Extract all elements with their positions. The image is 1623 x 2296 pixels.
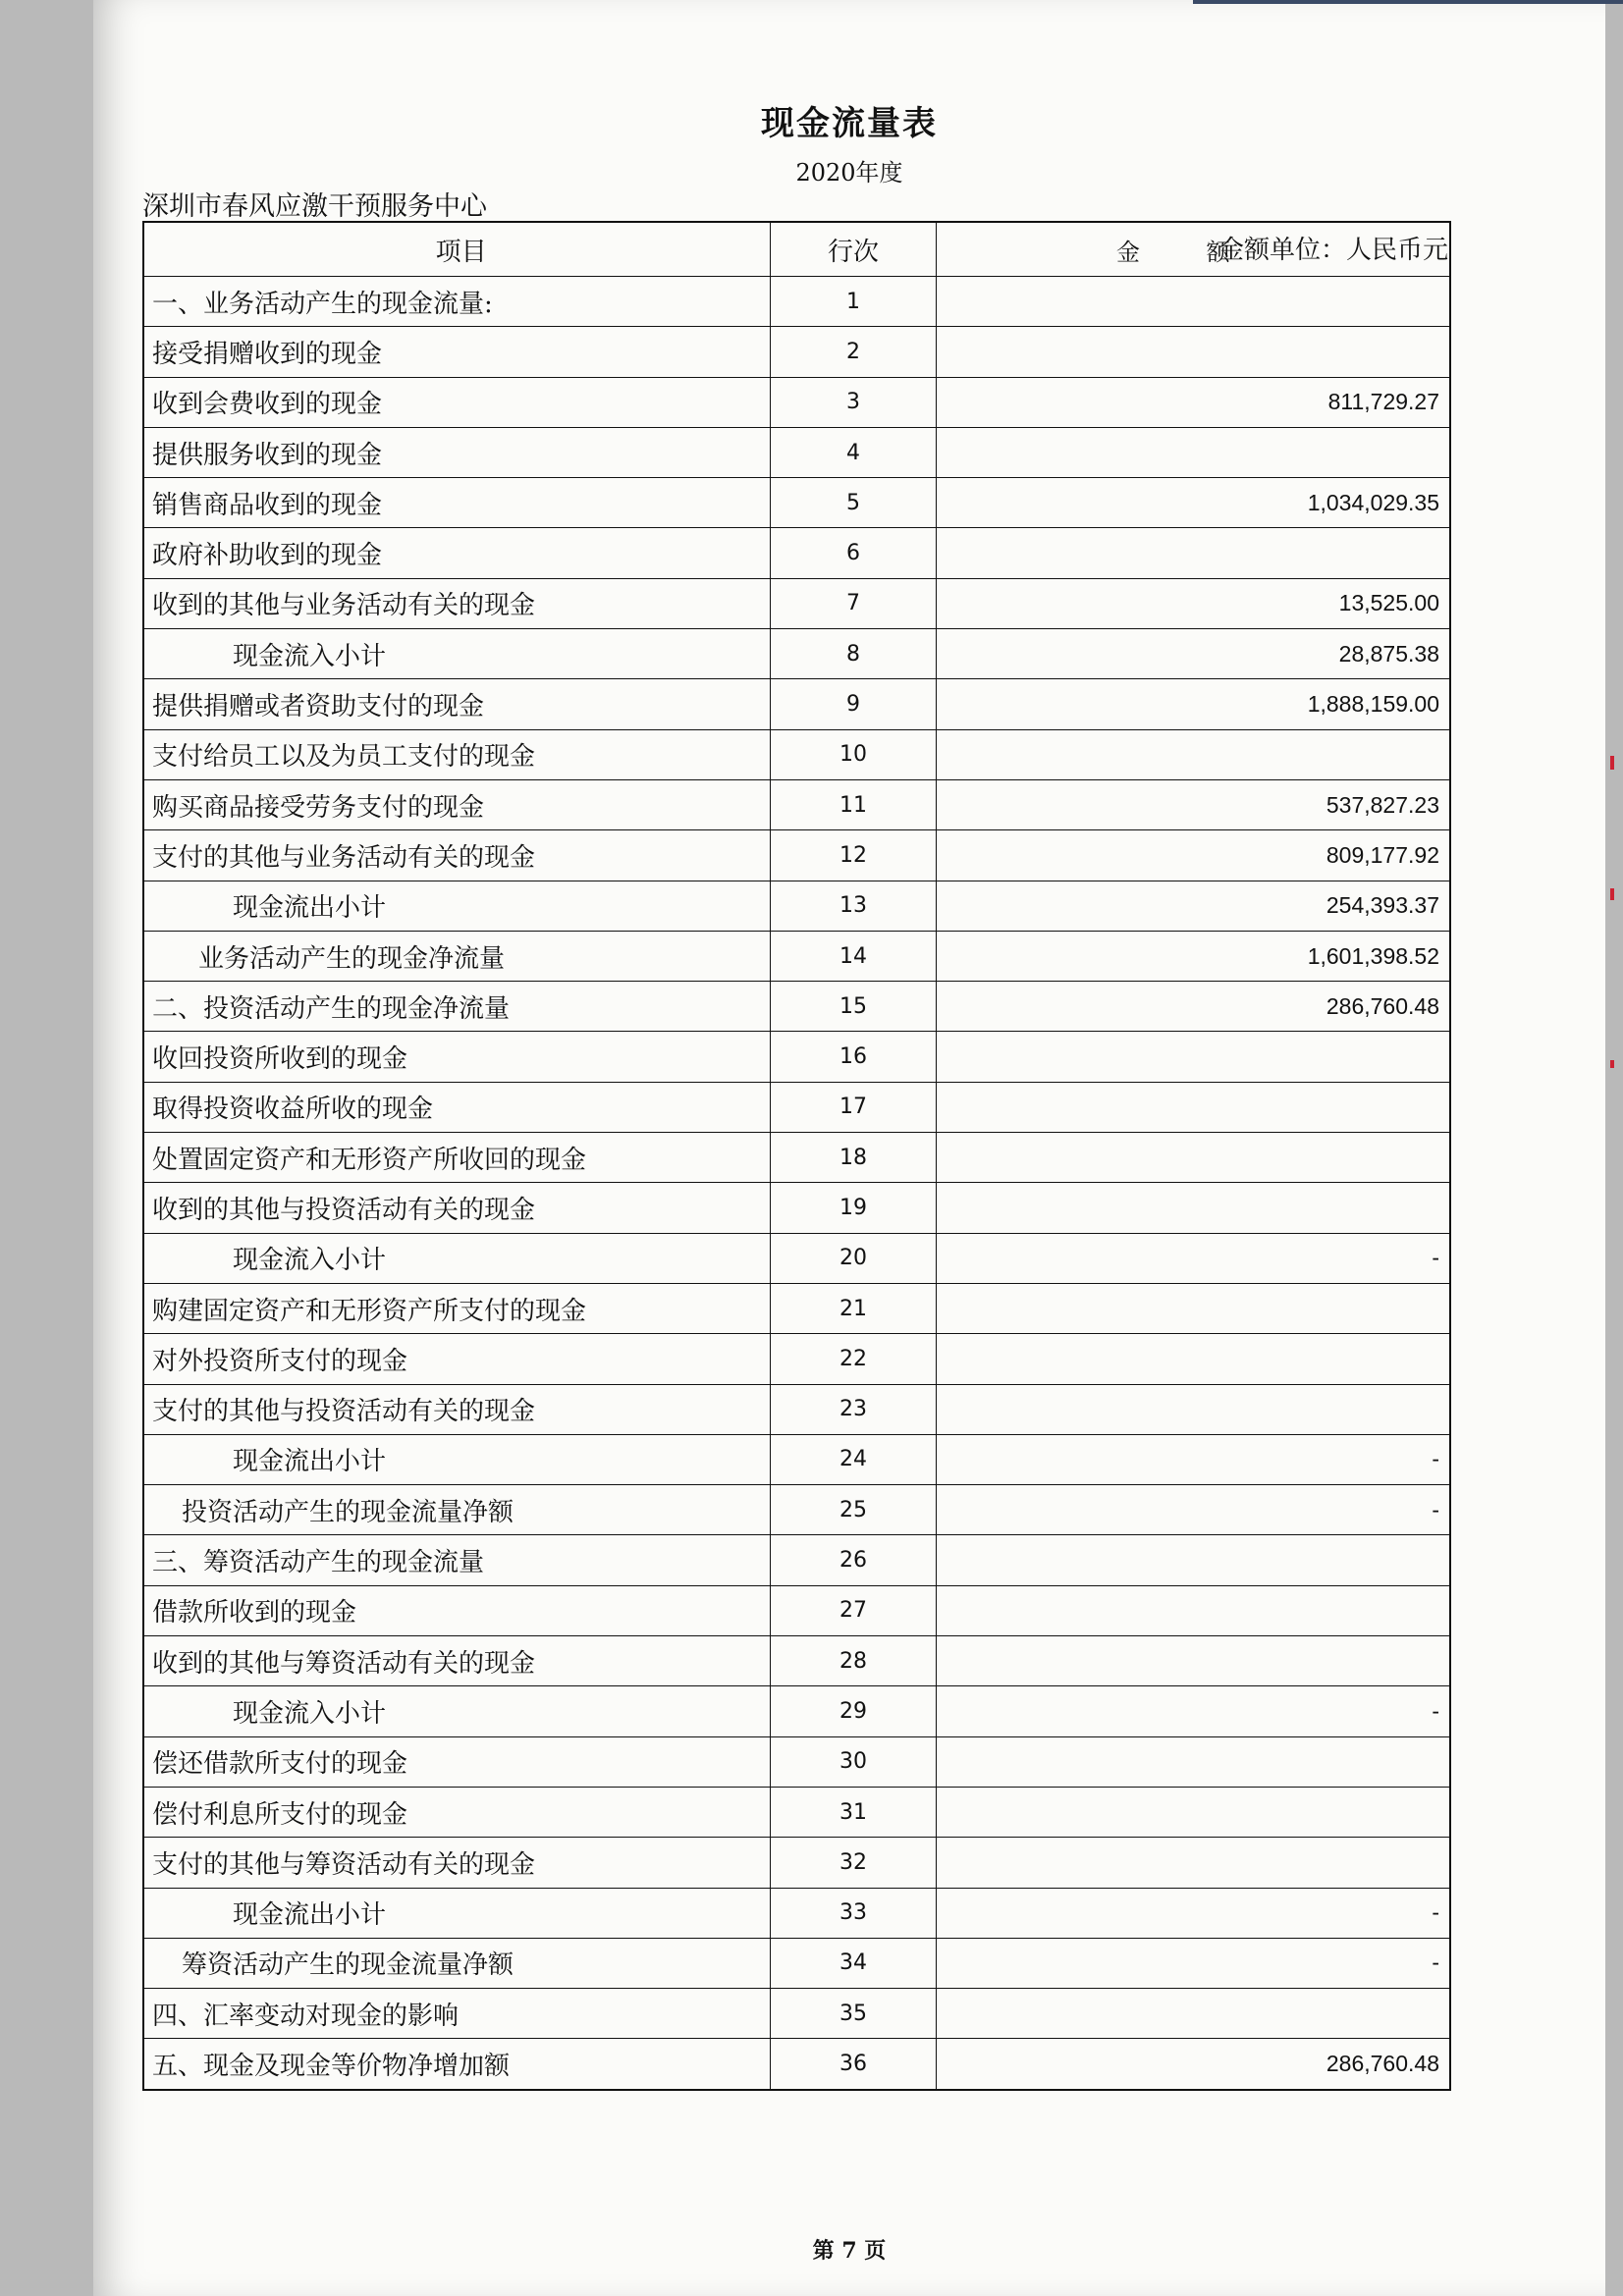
currency-unit: 金额单位：人民币元 <box>1217 236 1448 265</box>
row-item: 五、现金及现金等价物净增加额 <box>143 2039 771 2090</box>
table-row <box>143 1636 1450 1686</box>
row-item: 一、业务活动产生的现金流量: <box>143 277 771 327</box>
table-row <box>143 1989 1450 2039</box>
table-row <box>143 1434 1450 1484</box>
row-amount: - <box>936 1888 1450 1938</box>
row-amount: 286,760.48 <box>936 2039 1450 2090</box>
table-row <box>143 729 1450 779</box>
row-item: 购买商品接受劳务支付的现金 <box>143 779 771 829</box>
row-amount: - <box>936 1686 1450 1736</box>
row-item: 现金流入小计 <box>143 629 771 679</box>
header-amount: 金 额 <box>936 222 1450 277</box>
row-amount <box>936 1636 1450 1686</box>
table-row <box>143 478 1450 528</box>
table-row <box>143 931 1450 981</box>
row-item: 现金流入小计 <box>143 1686 771 1736</box>
row-line-number: 5 <box>771 478 936 528</box>
table-row <box>143 327 1450 377</box>
row-line-number: 22 <box>771 1334 936 1384</box>
row-item: 购建固定资产和无形资产所支付的现金 <box>143 1283 771 1333</box>
table-row <box>143 1183 1450 1233</box>
row-amount <box>936 528 1450 578</box>
row-amount <box>936 1787 1450 1837</box>
row-item: 借款所收到的现金 <box>143 1585 771 1635</box>
row-amount: 537,827.23 <box>936 779 1450 829</box>
row-amount: 13,525.00 <box>936 578 1450 628</box>
row-line-number: 28 <box>771 1636 936 1686</box>
row-item: 提供服务收到的现金 <box>143 427 771 477</box>
row-amount: 1,888,159.00 <box>936 679 1450 729</box>
row-amount <box>936 1082 1450 1132</box>
table-row <box>143 528 1450 578</box>
table-row <box>143 1032 1450 1082</box>
row-line-number: 34 <box>771 1938 936 1988</box>
row-item: 支付的其他与业务活动有关的现金 <box>143 830 771 881</box>
row-item: 收到的其他与投资活动有关的现金 <box>143 1183 771 1233</box>
row-line-number: 10 <box>771 729 936 779</box>
row-amount <box>936 1183 1450 1233</box>
document-title: 现金流量表 <box>761 104 938 143</box>
row-item: 政府补助收到的现金 <box>143 528 771 578</box>
row-amount <box>936 1283 1450 1333</box>
row-amount: 809,177.92 <box>936 830 1450 881</box>
table-row <box>143 982 1450 1032</box>
table-row <box>143 679 1450 729</box>
table-row <box>143 1384 1450 1434</box>
row-line-number: 1 <box>771 277 936 327</box>
row-item: 二、投资活动产生的现金净流量 <box>143 982 771 1032</box>
header-item: 项目 <box>143 222 771 277</box>
row-line-number: 25 <box>771 1485 936 1535</box>
row-item: 取得投资收益所收的现金 <box>143 1082 771 1132</box>
row-line-number: 7 <box>771 578 936 628</box>
table-row <box>143 779 1450 829</box>
table-row <box>143 881 1450 931</box>
row-amount: 1,601,398.52 <box>936 931 1450 981</box>
scan-edge-bar <box>1193 0 1623 4</box>
table-row <box>143 1787 1450 1837</box>
row-line-number: 23 <box>771 1384 936 1434</box>
table-row <box>143 830 1450 881</box>
row-amount <box>936 1838 1450 1888</box>
table-row <box>143 1233 1450 1283</box>
row-item: 处置固定资产和无形资产所收回的现金 <box>143 1133 771 1183</box>
row-item: 支付给员工以及为员工支付的现金 <box>143 729 771 779</box>
table-row <box>143 1736 1450 1787</box>
row-amount <box>936 1133 1450 1183</box>
fiscal-year: 2020年度 <box>795 159 903 187</box>
row-amount: - <box>936 1233 1450 1283</box>
row-amount <box>936 1585 1450 1635</box>
row-amount <box>936 1989 1450 2039</box>
row-amount <box>936 427 1450 477</box>
row-amount: 1,034,029.35 <box>936 478 1450 528</box>
table-row <box>143 1334 1450 1384</box>
table-row <box>143 1133 1450 1183</box>
row-item: 接受捐赠收到的现金 <box>143 327 771 377</box>
row-amount <box>936 1535 1450 1585</box>
table-row <box>143 427 1450 477</box>
table-row <box>143 1585 1450 1635</box>
row-item: 现金流入小计 <box>143 1233 771 1283</box>
row-line-number: 3 <box>771 377 936 427</box>
row-line-number: 9 <box>771 679 936 729</box>
row-line-number: 32 <box>771 1838 936 1888</box>
row-item: 偿还借款所支付的现金 <box>143 1736 771 1787</box>
row-line-number: 13 <box>771 881 936 931</box>
row-item: 偿付利息所支付的现金 <box>143 1787 771 1837</box>
table-row <box>143 1938 1450 1988</box>
row-item: 提供捐赠或者资助支付的现金 <box>143 679 771 729</box>
header-line: 行次 <box>771 222 936 277</box>
table-header-row <box>143 222 1450 277</box>
row-item: 现金流出小计 <box>143 1888 771 1938</box>
row-amount <box>936 1736 1450 1787</box>
row-line-number: 17 <box>771 1082 936 1132</box>
organization-name: 深圳市春风应激干预服务中心 <box>142 191 487 222</box>
row-item: 现金流出小计 <box>143 1434 771 1484</box>
table-row <box>143 1838 1450 1888</box>
table-row <box>143 1082 1450 1132</box>
row-line-number: 2 <box>771 327 936 377</box>
row-item: 收到的其他与筹资活动有关的现金 <box>143 1636 771 1686</box>
row-item: 支付的其他与筹资活动有关的现金 <box>143 1838 771 1888</box>
cash-flow-table <box>142 221 1451 2091</box>
row-line-number: 26 <box>771 1535 936 1585</box>
table-row <box>143 1888 1450 1938</box>
row-amount: 28,875.38 <box>936 629 1450 679</box>
row-item: 收到的其他与业务活动有关的现金 <box>143 578 771 628</box>
row-amount <box>936 729 1450 779</box>
row-amount <box>936 327 1450 377</box>
table-row <box>143 1283 1450 1333</box>
row-line-number: 8 <box>771 629 936 679</box>
row-amount: 254,393.37 <box>936 881 1450 931</box>
row-line-number: 31 <box>771 1787 936 1837</box>
table-row <box>143 629 1450 679</box>
row-item: 筹资活动产生的现金流量净额 <box>143 1938 771 1988</box>
table-row <box>143 1535 1450 1585</box>
table-row <box>143 1686 1450 1736</box>
scan-mark <box>1610 756 1614 770</box>
row-line-number: 14 <box>771 931 936 981</box>
row-line-number: 6 <box>771 528 936 578</box>
row-line-number: 11 <box>771 779 936 829</box>
row-line-number: 30 <box>771 1736 936 1787</box>
page-number: 第 7 页 <box>812 2238 887 2264</box>
row-line-number: 4 <box>771 427 936 477</box>
row-item: 销售商品收到的现金 <box>143 478 771 528</box>
scan-mark <box>1610 1060 1614 1068</box>
row-item: 支付的其他与投资活动有关的现金 <box>143 1384 771 1434</box>
row-line-number: 29 <box>771 1686 936 1736</box>
row-amount <box>936 277 1450 327</box>
row-line-number: 15 <box>771 982 936 1032</box>
row-line-number: 18 <box>771 1133 936 1183</box>
table-row <box>143 578 1450 628</box>
row-line-number: 16 <box>771 1032 936 1082</box>
row-line-number: 19 <box>771 1183 936 1233</box>
table-row <box>143 377 1450 427</box>
row-line-number: 12 <box>771 830 936 881</box>
document-page <box>93 0 1605 2296</box>
row-item: 对外投资所支付的现金 <box>143 1334 771 1384</box>
row-amount: 286,760.48 <box>936 982 1450 1032</box>
table-row <box>143 277 1450 327</box>
row-line-number: 27 <box>771 1585 936 1635</box>
row-line-number: 24 <box>771 1434 936 1484</box>
row-line-number: 36 <box>771 2039 936 2090</box>
row-line-number: 33 <box>771 1888 936 1938</box>
row-line-number: 35 <box>771 1989 936 2039</box>
row-amount <box>936 1334 1450 1384</box>
table-row <box>143 1485 1450 1535</box>
row-amount: - <box>936 1938 1450 1988</box>
row-item: 收到会费收到的现金 <box>143 377 771 427</box>
row-amount: - <box>936 1485 1450 1535</box>
row-amount: - <box>936 1434 1450 1484</box>
row-item: 三、筹资活动产生的现金流量 <box>143 1535 771 1585</box>
table-row <box>143 2039 1450 2090</box>
row-amount <box>936 1384 1450 1434</box>
row-item: 收回投资所收到的现金 <box>143 1032 771 1082</box>
row-item: 四、汇率变动对现金的影响 <box>143 1989 771 2039</box>
scan-mark <box>1610 888 1614 900</box>
row-item: 投资活动产生的现金流量净额 <box>143 1485 771 1535</box>
row-line-number: 20 <box>771 1233 936 1283</box>
row-item: 业务活动产生的现金净流量 <box>143 931 771 981</box>
row-line-number: 21 <box>771 1283 936 1333</box>
row-item: 现金流出小计 <box>143 881 771 931</box>
row-amount <box>936 1032 1450 1082</box>
row-amount: 811,729.27 <box>936 377 1450 427</box>
